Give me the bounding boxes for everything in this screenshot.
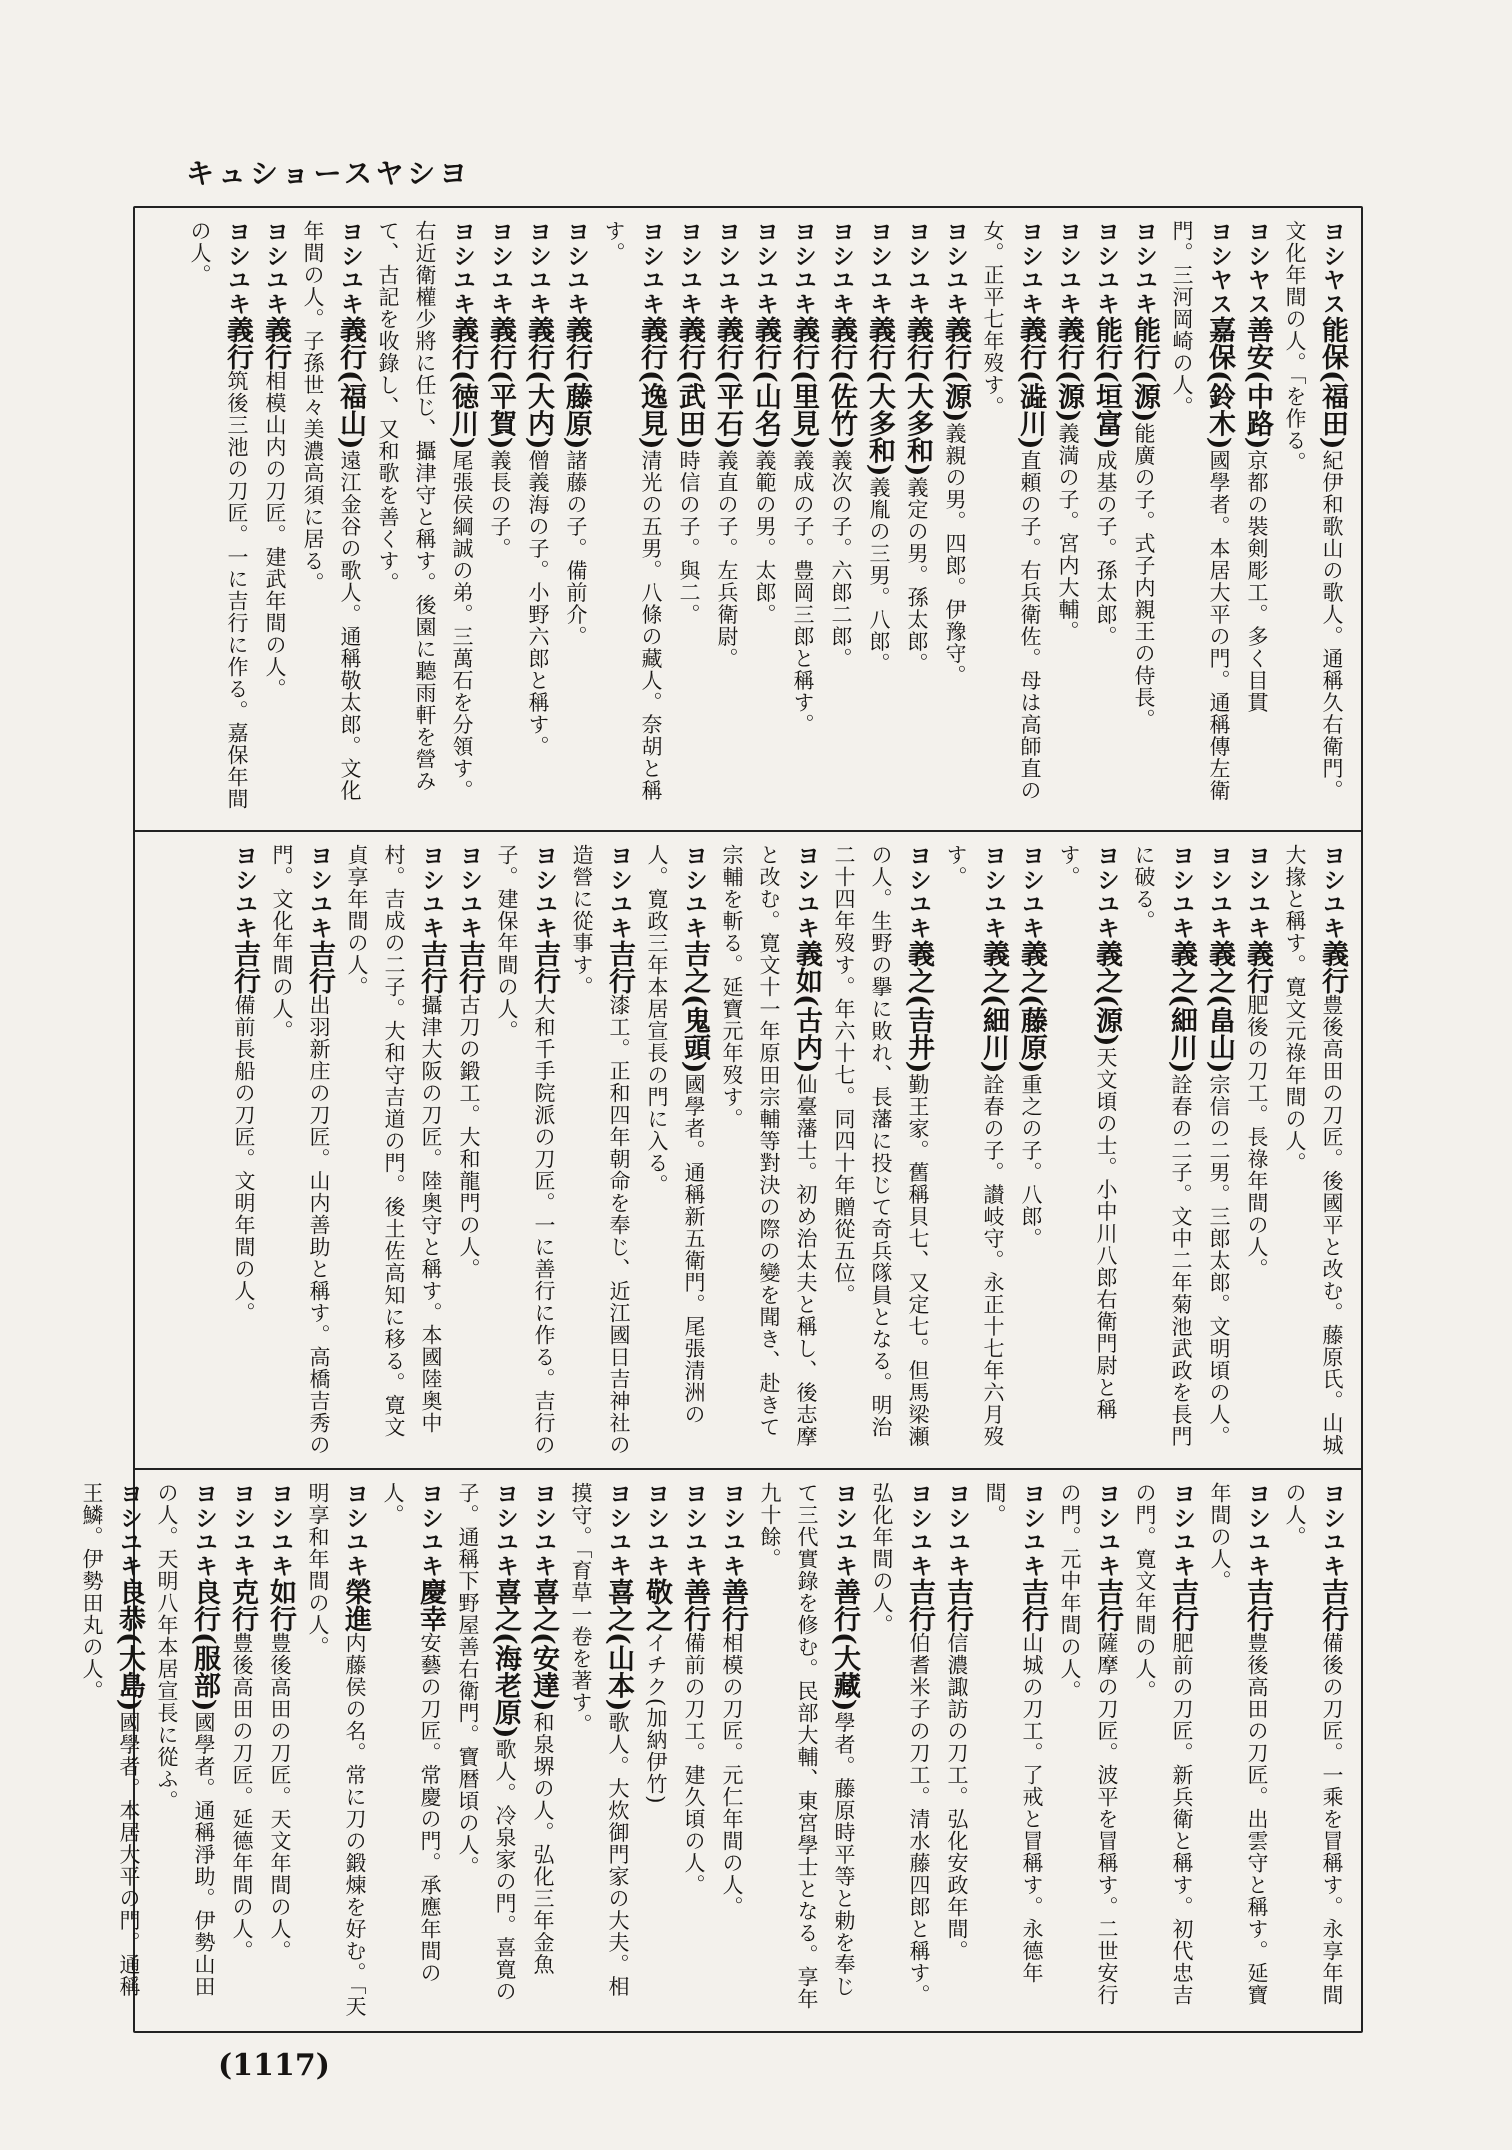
- entry-headword: 義行(山名): [750, 316, 781, 450]
- entry-description: 尾張侯綱誠の弟。三萬石を分領す。右近衛權少將に任じ、攝津守と稱す。後園に聽雨軒を營みて、古記を收錄し、又和歌を善くす。: [376, 220, 474, 802]
- entry-reading: ヨシユキ: [224, 220, 250, 316]
- entry-reading: ヨシヤス: [1244, 220, 1270, 316]
- entry-reading: ヨシユキ: [1206, 844, 1232, 940]
- entry-headword: 吉之(鬼頭): [679, 940, 710, 1074]
- dictionary-entry: [974, 220, 1049, 818]
- entry-description: 義直の子。左兵衛尉。: [715, 449, 739, 670]
- entry-headword: 義行: [222, 316, 253, 370]
- dictionary-entry: [751, 1482, 863, 2019]
- entry-headword: 義行(平石): [712, 316, 743, 450]
- entry-headword: 吉行: [416, 940, 447, 994]
- dictionary-entry: [860, 220, 898, 818]
- entry-description: 内藤侯の名。常に刀の鍛煉を好む。「天明享和年間の人。: [306, 1482, 367, 2018]
- dictionary-entry: [256, 220, 294, 818]
- dictionary-entry: [1163, 220, 1238, 818]
- entry-description: 宗信の二男。三郎太郎。文明頃の人。: [1207, 1073, 1231, 1448]
- dictionary-entry: [746, 220, 784, 818]
- entry-headword: 義之(藤原): [1016, 940, 1047, 1074]
- entry-headword: 吉行: [304, 940, 335, 994]
- entry-description: 清光の五男。八條の藏人。奈胡と稱す。: [602, 220, 663, 802]
- dictionary-entry: [937, 844, 1012, 1456]
- entry-reading: ヨシユキ: [906, 1482, 932, 1578]
- entry-reading: ヨシユキ: [116, 1482, 142, 1578]
- entry-description: 肥後の刀工。長祿年間の人。: [1245, 994, 1269, 1280]
- dictionary-entry: [562, 1482, 637, 2019]
- entry-description: 諸藤の子。備前介。: [564, 449, 588, 648]
- entry-reading: ヨシユキ: [904, 220, 930, 316]
- entry-description: 伯耆米子の刀工。清水藤四郎と稱す。弘化年間の人。: [870, 1482, 931, 2006]
- entry-reading: ヨシユキ: [905, 844, 931, 940]
- entry-headword: 能行(源): [1129, 316, 1160, 423]
- entry-headword: 義行: [260, 316, 291, 370]
- entry-headword: 良恭(大島): [114, 1578, 145, 1712]
- dictionary-entry: [374, 1482, 449, 2019]
- entry-reading: ヨシユキ: [681, 1482, 707, 1578]
- entry-description: 京都の裝剣彫工。多く目貫: [1245, 449, 1269, 714]
- entry-headword: 吉行: [529, 940, 560, 994]
- dictionary-entry: [976, 1482, 1051, 2019]
- dictionary-entry: [519, 220, 557, 818]
- entry-headword: 善行: [679, 1578, 710, 1632]
- entry-description: 備前の刀工。建久頃の人。: [682, 1632, 706, 1896]
- entry-description: 僧義海の子。小野六郎と稱す。: [526, 449, 550, 758]
- entry-reading: ヨシユキ: [714, 220, 740, 316]
- entry-description: 義成の子。豊岡三郎と稱す。: [791, 449, 815, 736]
- entry-headword: 吉行: [604, 940, 635, 994]
- entry-description: 學者。藤原時平等と勅を奉じて三代實錄を修む。民部大輔、東宮學士となる。享年九十餘。: [758, 1482, 856, 2010]
- entry-description: 攝津大阪の刀匠。陸奥守と稱す。本國陸奥中村。吉成の二子。大和守吉道の門。後土佐高知に移る。寛文貞享年間の人。: [345, 844, 443, 1438]
- entry-reading: ヨシユキ: [525, 220, 551, 316]
- dictionary-entry: [1201, 1482, 1276, 2019]
- dictionary-entry: [524, 1482, 562, 2019]
- entry-headword: 喜之(山本): [603, 1578, 634, 1712]
- dictionary-entry: [784, 220, 822, 818]
- entry-column: [145, 220, 1351, 818]
- entry-headword: 喜之(海老原): [490, 1578, 521, 1739]
- entry-reading: ヨシユキ: [531, 844, 557, 940]
- entry-reading: ヨシユキ: [606, 844, 632, 940]
- entry-reading: ヨシユキ: [1019, 1482, 1045, 1578]
- entry-description: 歌人。大炊御門家の大夫。相摸守。「育草一卷を著す。: [569, 1482, 630, 1998]
- entry-description: 備後の刀匠。一乘を冒稱す。永享年間の人。: [1283, 1482, 1344, 2006]
- entry-description: 遠江金谷の歌人。通稱敬太郎。文化年間の人。子孫世々美濃高須に居る。: [301, 220, 362, 802]
- entry-headword: 義行(大内): [523, 316, 554, 450]
- entry-headword: 如行: [265, 1578, 296, 1632]
- dictionary-entry: [936, 220, 974, 818]
- entry-reading: ヨシユキ: [719, 1482, 745, 1578]
- entry-description: 薩摩の刀匠。波平を冒稱す。二世安行の門。元中年間の人。: [1058, 1482, 1119, 2006]
- entry-description: 紀伊和歌山の歌人。通稱久右衛門。文化年間の人。「を作る。: [1283, 220, 1344, 802]
- entry-headword: 善行: [717, 1578, 748, 1632]
- dictionary-entry: [938, 1482, 976, 2019]
- dictionary-entry: [563, 844, 638, 1456]
- entry-description: 漆工。正和四年朝命を奉じ、近江國日吉神社の造營に從事す。: [570, 844, 631, 1456]
- entry-description: 出羽新庄の刀匠。山内善助と稱す。高橋吉秀の門。文化年間の人。: [270, 844, 331, 1456]
- entry-reading: ヨシユキ: [676, 220, 702, 316]
- entry-description: 義親の男。四郎。伊豫守。: [943, 422, 967, 687]
- entry-reading: ヨシユキ: [1244, 844, 1270, 940]
- entry-description: 義満の子。宮内大輔。: [1056, 422, 1080, 643]
- entry-description: 天文頃の士。小中川八郎右衛門尉と稱す。: [1057, 844, 1118, 1421]
- page-number: (1117): [218, 2048, 330, 2083]
- entry-description: イチク(加納伊竹): [644, 1632, 668, 1805]
- dictionary-entry: [73, 1482, 148, 2019]
- entry-headword: 義行(逸見): [636, 316, 667, 450]
- entry-description: 詮春の二子。文中二年菊池武政を長門に破る。: [1132, 844, 1193, 1448]
- entry-headword: 義行(源): [1053, 316, 1084, 423]
- entry-reading: ヨシユキ: [306, 844, 332, 940]
- entry-band-middle: [135, 832, 1361, 1470]
- entry-reading: ヨシユキ: [1131, 220, 1157, 316]
- entry-reading: ヨシユキ: [267, 1482, 293, 1578]
- dictionary-entry: [1051, 1482, 1126, 2019]
- entry-description: 豊後高田の刀匠。天文年間の人。: [268, 1632, 292, 1962]
- entry-reading: ヨシユキ: [944, 1482, 970, 1578]
- running-header: キュショースヤシヨ: [186, 157, 472, 190]
- entry-reading: ヨシユキ: [262, 220, 288, 316]
- entry-reading: ヨシユキ: [866, 220, 892, 316]
- entry-headword: 義行(平賀): [485, 316, 516, 450]
- entry-reading: ヨシユキ: [418, 844, 444, 940]
- dictionary-entry: [708, 220, 746, 818]
- dictionary-entry: [713, 1482, 751, 2019]
- entry-headword: 吉行: [942, 1578, 973, 1632]
- entry-reading: ヨシユキ: [681, 844, 707, 940]
- entry-reading: ヨシユキ: [1093, 844, 1119, 940]
- entry-headword: 敬之: [641, 1578, 672, 1632]
- entry-headword: 吉行: [1092, 1578, 1123, 1632]
- entry-reading: ヨシユキ: [342, 1482, 368, 1578]
- entry-headword: 義之(吉井): [903, 940, 934, 1074]
- dictionary-entry: [638, 844, 713, 1456]
- entry-headword: 吉行: [454, 940, 485, 994]
- entry-headword: 義行(澁川): [1015, 316, 1046, 450]
- dictionary-frame: [80, 206, 1363, 2033]
- entry-headword: 能行(垣富): [1091, 316, 1122, 450]
- entry-reading: ヨシヤス: [1206, 220, 1232, 316]
- entry-description: 國學者。通稱新五衛門。尾張清洲の人。寛政三年本居宣長の門に入る。: [645, 844, 706, 1426]
- entry-headword: 嘉保(鈴木): [1204, 316, 1235, 450]
- entry-band-top: [135, 208, 1361, 832]
- dictionary-entry: [294, 220, 369, 818]
- entry-reading: ヨシユキ: [1094, 1482, 1120, 1578]
- entry-band-bottom: [80, 1470, 1361, 2031]
- dictionary-entry: [1087, 220, 1125, 818]
- entry-reading: ヨシユキ: [487, 220, 513, 316]
- entry-description: 豊後高田の刀匠。出雲守と稱す。延寶年間の人。: [1208, 1482, 1269, 2006]
- dictionary-entry: [299, 1482, 374, 2019]
- entry-headword: 義行(徳川): [447, 316, 478, 450]
- entry-reading: ヨシユキ: [1319, 844, 1345, 940]
- entry-headword: 良行(服部): [189, 1578, 220, 1712]
- entry-description: 備前長船の刀匠。文明年間の人。: [232, 994, 256, 1324]
- dictionary-entry: [1276, 220, 1351, 818]
- entry-reading: ヨシユキ: [605, 1482, 631, 1578]
- entry-headword: 義之(細川): [1166, 940, 1197, 1074]
- dictionary-entry: [1276, 844, 1351, 1456]
- entry-headword: 克行: [227, 1578, 258, 1632]
- dictionary-entry: [223, 1482, 261, 2019]
- entry-reading: ヨシユキ: [980, 844, 1006, 940]
- entry-description: 義長の子。: [488, 449, 512, 560]
- entry-reading: ヨシユキ: [231, 844, 257, 940]
- entry-headword: 義行(藤原): [561, 316, 592, 450]
- dictionary-entry: [148, 1482, 223, 2019]
- dictionary-entry: [450, 844, 488, 1456]
- entry-headword: 義之(細川): [978, 940, 1009, 1074]
- entry-description: 筑後三池の刀匠。一に吉行に作る。嘉保年間の人。: [188, 220, 249, 810]
- entry-description: 能廣の子。式子内親王の侍長。: [1132, 422, 1156, 731]
- entry-reading: ヨシユキ: [1055, 220, 1081, 316]
- entry-headword: 義之(源): [1091, 940, 1122, 1047]
- entry-description: 國學者。本居大平の門。通稱王鱗。伊勢田丸の人。: [80, 1482, 141, 1998]
- entry-description: 山城の刀工。了戒と冒稱す。永德年間。: [983, 1482, 1044, 1984]
- dictionary-entry: [338, 844, 450, 1456]
- dictionary-entry: [263, 844, 338, 1456]
- entry-headword: 善行(大藏): [829, 1578, 860, 1712]
- entry-reading: ヨシユキ: [752, 220, 778, 316]
- dictionary-entry: [225, 844, 263, 1456]
- entry-reading: ヨシユキ: [790, 220, 816, 316]
- entry-description: 重之の子。八郎。: [1019, 1073, 1043, 1250]
- entry-headword: 慶幸: [415, 1578, 446, 1632]
- entry-reading: ヨシユキ: [828, 220, 854, 316]
- entry-reading: ヨシユキ: [449, 220, 475, 316]
- entry-headword: 義行(武田): [674, 316, 705, 450]
- entry-reading: ヨシユキ: [229, 1482, 255, 1578]
- entry-headword: 義行: [1317, 940, 1348, 994]
- dictionary-entry: [713, 844, 825, 1456]
- entry-description: 豊後高田の刀匠。後國平と改む。藤原氏。山城大掾と稱す。寛文元祿年間の人。: [1283, 844, 1344, 1456]
- dictionary-entry: [675, 1482, 713, 2019]
- entry-description: 義次の子。六郎二郎。: [829, 449, 853, 670]
- entry-reading: ヨシユキ: [1018, 844, 1044, 940]
- entry-reading: ヨシユキ: [1093, 220, 1119, 316]
- entry-description: 和泉堺の人。弘化三年金魚: [531, 1711, 555, 1976]
- entry-headword: 善安(中路): [1242, 316, 1273, 450]
- entry-headword: 義行(大多和): [902, 316, 933, 477]
- entry-description: 時信の子。與二。: [677, 449, 701, 626]
- dictionary-entry: [261, 1482, 299, 2019]
- entry-description: 勤王家。舊稱貝七、又定七。但馬梁瀬の人。生野の擧に敗れ、長藩に投じて奇兵隊員となる。明治二十四年歿す。年六十七。同四十年贈從五位。: [832, 844, 930, 1448]
- entry-reading: ヨシユキ: [643, 1482, 669, 1578]
- entry-reading: ヨシユキ: [417, 1482, 443, 1578]
- entry-reading: ヨシユキ: [337, 220, 363, 316]
- dictionary-entry: [822, 220, 860, 818]
- entry-headword: 吉行: [1317, 1578, 1348, 1632]
- entry-reading: ヨシユキ: [1169, 1482, 1195, 1578]
- entry-reading: ヨシユキ: [530, 1482, 556, 1578]
- dictionary-entry: [369, 220, 481, 818]
- entry-headword: 吉行: [1242, 1578, 1273, 1632]
- entry-headword: 義行(里見): [788, 316, 819, 450]
- dictionary-entry: [1050, 844, 1125, 1456]
- entry-reading: ヨシユキ: [456, 844, 482, 940]
- entry-headword: 義行(源): [940, 316, 971, 423]
- entry-headword: 義行(大多和): [864, 316, 895, 477]
- dictionary-entry: [637, 1482, 675, 2019]
- entry-description: 直頼の子。右兵衛佐。母は高師直の女。正平七年歿す。: [981, 220, 1042, 802]
- entry-reading: ヨシユキ: [1017, 220, 1043, 316]
- dictionary-entry: [1200, 844, 1238, 1456]
- entry-reading: ヨシユキ: [638, 220, 664, 316]
- entry-headword: 榮進: [340, 1578, 371, 1632]
- entry-column: [80, 1482, 1351, 2019]
- entry-description: 國學者。本居大平の門。通稱傳左衛門。三河岡崎の人。: [1170, 220, 1231, 802]
- entry-headword: 吉行: [1017, 1578, 1048, 1632]
- dictionary-entry: [488, 844, 563, 1456]
- entry-headword: 能保(福田): [1317, 316, 1348, 450]
- entry-headword: 吉行: [904, 1578, 935, 1632]
- entry-reading: ヨシユキ: [793, 844, 819, 940]
- dictionary-entry: [1238, 844, 1276, 1456]
- entry-description: 成基の子。孫太郎。: [1094, 449, 1118, 648]
- entry-description: 義定の男。孫太郎。: [905, 476, 929, 675]
- entry-reading: ヨシユキ: [191, 1482, 217, 1578]
- entry-reading: ヨシユキ: [942, 220, 968, 316]
- entry-headword: 義之(畠山): [1204, 940, 1235, 1074]
- entry-description: 歌人。冷泉家の門。喜寛の子。通稱下野屋善右衛門。寶暦頃の人。: [456, 1482, 517, 2003]
- entry-description: 相模の刀匠。元仁年間の人。: [720, 1632, 744, 1918]
- dictionary-entry: [1125, 844, 1200, 1456]
- entry-description: 大和千手院派の刀匠。一に善行に作る。吉行の子。建保年間の人。: [495, 844, 556, 1456]
- entry-description: 安藝の刀匠。常慶の門。承應年間の人。: [381, 1482, 442, 1984]
- dictionary-entry: [557, 220, 595, 818]
- entry-headword: 吉行: [229, 940, 260, 994]
- dictionary-entry: [1125, 220, 1163, 818]
- entry-headword: 義行(福山): [335, 316, 366, 450]
- entry-headword: 義如(古内): [791, 940, 822, 1074]
- dictionary-entry: [595, 220, 670, 818]
- entry-column: [145, 844, 1351, 1456]
- entry-reading: ヨシユキ: [492, 1482, 518, 1578]
- dictionary-entry: [481, 220, 519, 818]
- entry-headword: 吉行: [1167, 1578, 1198, 1632]
- entry-description: 信濃諏訪の刀工。弘化安政年間。: [945, 1632, 969, 1962]
- dictionary-entry: [1126, 1482, 1201, 2019]
- entry-description: 古刀の鍛工。大和龍門の人。: [457, 994, 481, 1280]
- dictionary-entry: [825, 844, 937, 1456]
- dictionary-entry: [863, 1482, 938, 2019]
- entry-headword: 義行(佐竹): [826, 316, 857, 450]
- dictionary-entry: [898, 220, 936, 818]
- dictionary-entry: [1238, 220, 1276, 818]
- entry-headword: 喜之(安達): [528, 1578, 559, 1712]
- dictionary-entry: [449, 1482, 524, 2019]
- entry-reading: ヨシユキ: [563, 220, 589, 316]
- entry-description: 義範の男。太郎。: [753, 449, 777, 626]
- entry-reading: ヨシユキ: [1168, 844, 1194, 940]
- entry-reading: ヨシユキ: [831, 1482, 857, 1578]
- dictionary-entry: [1012, 844, 1050, 1456]
- entry-reading: ヨシユキ: [1319, 1482, 1345, 1578]
- dictionary-entry: [670, 220, 708, 818]
- entry-description: 詮春の子。讃岐守。永正十七年六月歿す。: [944, 844, 1005, 1448]
- entry-reading: ヨシヤス: [1319, 220, 1345, 316]
- entry-description: 國學者。通稱淨助。伊勢山田の人。天明八年本居宣長に從ふ。: [155, 1482, 216, 1998]
- entry-headword: 義行: [1242, 940, 1273, 994]
- dictionary-entry: [1276, 1482, 1351, 2019]
- entry-description: 義胤の三男。八郎。: [867, 476, 891, 675]
- entry-description: 仙臺藩士。初め治太夫と稱し、後志摩と改む。寛文十一年原田宗輔等對決の際の變を聞き、赴きて宗輔を斬る。延寶元年歿す。: [720, 844, 818, 1448]
- entry-reading: ヨシユキ: [1244, 1482, 1270, 1578]
- entry-description: 肥前の刀匠。新兵衛と稱す。初代忠吉の門。寛文年間の人。: [1133, 1482, 1194, 2006]
- dictionary-entry: [181, 220, 256, 818]
- entry-description: 豊後高田の刀匠。延德年間の人。: [230, 1632, 254, 1962]
- dictionary-entry: [1049, 220, 1087, 818]
- entry-description: 相模山内の刀匠。建武年間の人。: [263, 370, 287, 700]
